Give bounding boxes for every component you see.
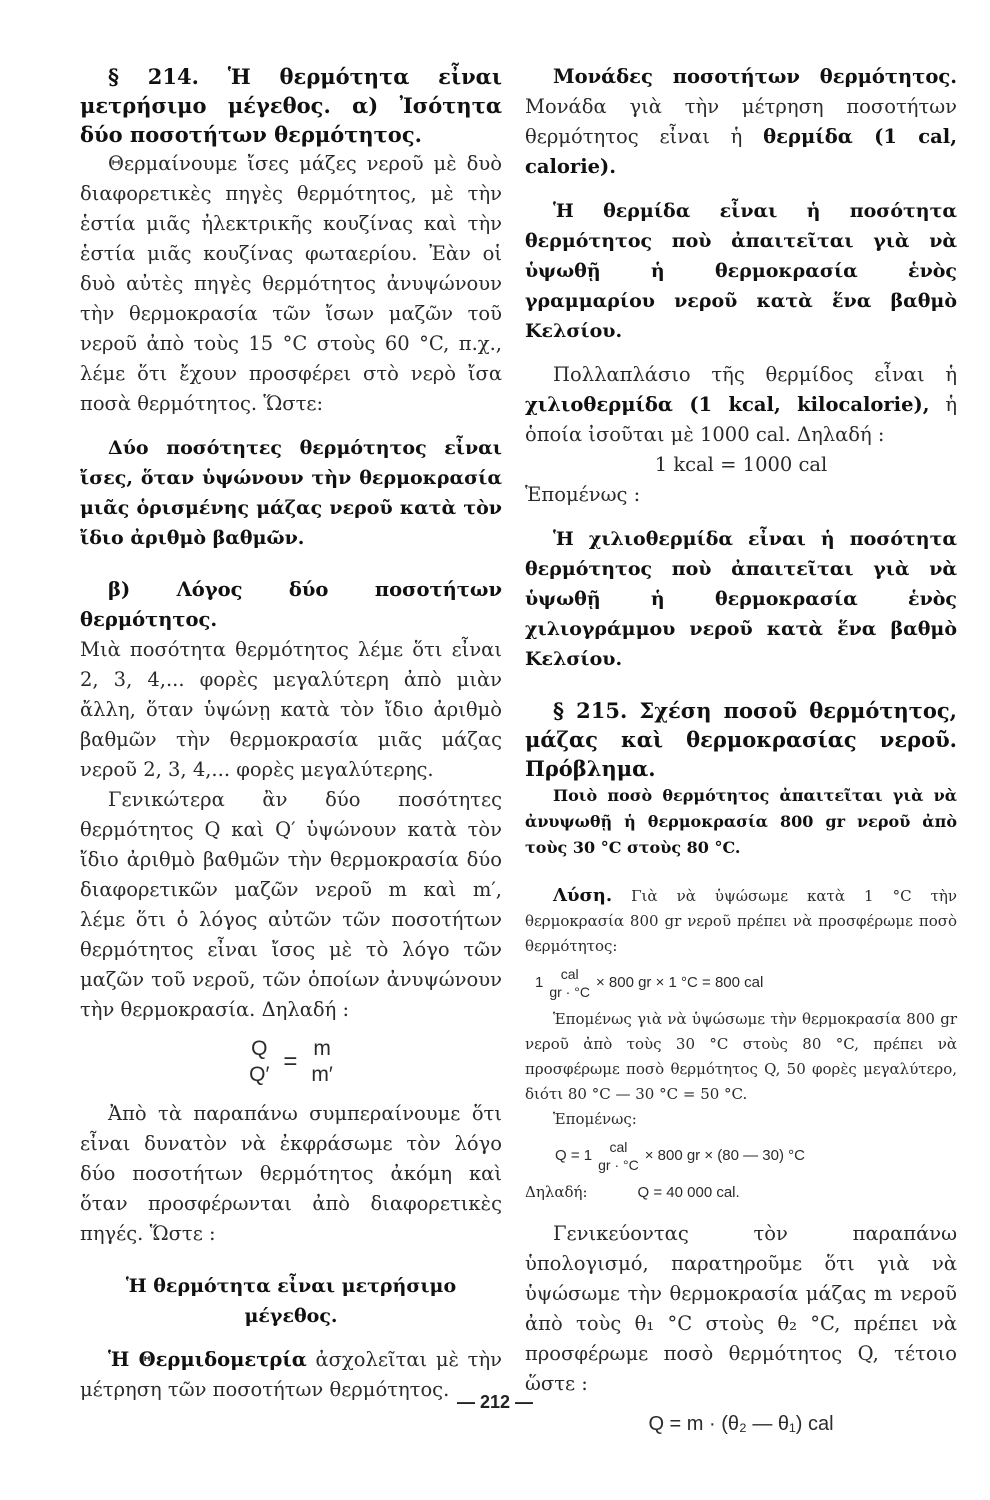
- calculation-1: [525, 959, 957, 1007]
- calc2-fraction: [598, 1138, 639, 1174]
- units-heading: Μονάδες ποσοτήτων θερμότητος.: [553, 65, 957, 88]
- right-column: [525, 62, 957, 1439]
- calorie-definition: Ἡ θερμίδα εἶναι ἡ ποσότητα θερμότητος ποὺ ἀπαιτεῖται γιὰ νὰ ὑψωθῇ ἡ θερμοκρασία ἑνὸς γραμμαρίου νεροῦ κατὰ ἕνα βαθμὸ Κελσίου.: [525, 200, 957, 342]
- page-number: — 212 —: [456, 1392, 534, 1412]
- section-215-problem: Ποιὸ ποσὸ θερμότητος ἀπαιτεῖται γιὰ νὰ ἀνυψωθῇ ἡ θερμοκρασία 800 gr νεροῦ ἀπὸ τοὺς 30 °C στοὺς 80 °C.: [525, 786, 957, 857]
- calc1-fraction: [549, 965, 590, 1001]
- result-line: [525, 1180, 957, 1205]
- calculation-explanation: Ἑπομένως γιὰ νὰ ὑψώσωμε τὴν θερμοκρασία 800 gr νεροῦ ἀπὸ τοὺς 30 °C στοὺς 80 °C, πρέπει νὰ προσφέρωμε ποσὸ θερμότητος Q, 50 φορὲς μεγαλύτερο, διότι 80 °C — 30 °C = 50 °C.: [525, 1010, 957, 1103]
- namely-label: Δηλαδή:: [525, 1183, 588, 1201]
- kcal-equation: 1 kcal = 1000 cal: [654, 453, 828, 476]
- multiple-text-b: ἡ ὁποία ἰσοῦται μὲ 1000 cal. Δηλαδή :: [525, 393, 957, 446]
- therefore-label: Ἑπομένως :: [525, 483, 641, 506]
- definition-equal-heat: Δύο ποσότητες θερμότητος εἶναι ἴσες, ὅταν ὑψώνουν τὴν θερμοκρασία μιᾶς ὁρισμένης μάζας νεροῦ κατὰ τὸν ἴδιο ἀριθμὸ βαθμῶν.: [80, 437, 502, 549]
- calc1-one: 1: [535, 974, 544, 991]
- formula-q-prime: Q′: [249, 1063, 270, 1086]
- therefore2-label: Ἑπομένως:: [553, 1110, 637, 1128]
- conclusion-paragraph: Ἀπὸ τὰ παραπάνω συμπεραίνουμε ὅτι εἶναι δυνατὸν νὰ ἐκφράσωμε τὸν λόγο δύο ποσοτήτων θερμότητος ἀκόμη καὶ ὅταν προσφέρωνται ἀπὸ διαφορετικὲς πηγές. Ὥστε :: [80, 1102, 502, 1245]
- multiple-kcal: χιλιοθερμίδα (1 kcal, kilocalorie),: [525, 393, 930, 416]
- units-calorie: θερμίδα (1 cal, calorie).: [525, 125, 957, 178]
- solution-paragraph: [525, 883, 957, 959]
- section-214-body: Θερμαίνουμε ἴσες μάζες νεροῦ μὲ δυὸ διαφορετικὲς πηγὲς θερμότητος, μὲ τὴν ἑστία μιᾶς ἠλεκτρικῆς κουζίνας καὶ τὴν ἑστία μιᾶς κουζίνας φωταερίου. Ἐὰν οἱ δυὸ αὐτὲς πηγὲς θερμότητος ἀνυψώνουν τὴν θερμοκρασία τῶν ἴσων μαζῶν τοῦ νεροῦ ἀπὸ τοὺς 15 °C στοὺς 60 °C, π.χ., λέμε ὅτι ἔχουν προσφέρει στὸ νερὸ ἴσα ποσὰ θερμότητος. Ὥστε:: [80, 152, 502, 415]
- formula-m-prime: m′: [311, 1063, 333, 1086]
- calc2-lhs: Q = 1: [555, 1147, 593, 1164]
- units-paragraph: [525, 62, 957, 182]
- formula-q: Q: [251, 1037, 268, 1060]
- calc1-rest: × 800 gr × 1 °C = 800 cal: [595, 974, 764, 991]
- result-value: Q = 40 000 cal.: [637, 1184, 740, 1201]
- calorimetry-text: ἀσχολεῖται μὲ τὴν μέτρηση τῶν ποσοτήτων θερμότητος.: [80, 1348, 502, 1401]
- subsection-b-body: Μιὰ ποσότητα θερμότητος λέμε ὅτι εἶναι 2, 3, 4,... φορὲς μεγαλύτερη ἀπὸ μιὰν ἄλλη, ὅταν ὑψώνῃ κατὰ τὸν ἴδιο ἀριθμὸ βαθμῶν τὴν θερμοκρασία μιᾶς μάζας νεροῦ 2, 3, 4,... φορὲς μεγαλύτερης.: [80, 638, 502, 781]
- subsection-b-heading: β) Λόγος δύο ποσοτήτων θερμότητος.: [80, 578, 502, 631]
- section-214-heading: § 214. Ἡ θερμότητα εἶναι μετρήσιμο μέγεθος. α) Ἰσότητα δύο ποσοτήτων θερμότητος.: [80, 64, 502, 147]
- calorimetry-term: Ἡ Θερμιδομετρία: [108, 1348, 307, 1371]
- final-formula: Q = m · (θ₂ — θ₁) cal: [648, 1413, 834, 1435]
- generalize-paragraph: Γενικεύοντας τὸν παραπάνω ὑπολογισμό, παρατηροῦμε ὅτι γιὰ νὰ ὑψώσωμε τὴν θερμοκρασία μάζας m νεροῦ ἀπὸ τοὺς θ₁ °C στοὺς θ₂ °C, πρέπει νὰ προσφέρωμε ποσὸ θερμότητος Q, τέτοιο ὥστε :: [525, 1222, 957, 1395]
- solution-text: Γιὰ νὰ ὑψώσωμε κατὰ 1 °C τὴν θερμοκρασία 800 gr νεροῦ πρέπει νὰ προσφέρωμε ποσὸ θερμότητος:: [525, 887, 957, 955]
- formula-equals: =: [283, 1048, 298, 1075]
- calc2-den: gr · °C: [598, 1157, 639, 1173]
- calc1-num: cal: [560, 966, 579, 982]
- units-body: Μονάδα γιὰ τὴν μέτρηση ποσοτήτων θερμότητος εἶναι ἡ: [525, 95, 957, 148]
- calc1-den: gr · °C: [549, 984, 590, 1000]
- calculation-2: [525, 1132, 957, 1180]
- left-column: [80, 62, 502, 1405]
- ratio-formula: [80, 1025, 502, 1099]
- section-215-heading: § 215. Σχέση ποσοῦ θερμότητος, μάζας καὶ θερμοκρασίας νεροῦ. Πρόβλημα.: [525, 698, 957, 781]
- calc2-num: cal: [609, 1139, 628, 1155]
- definition-measurable: Ἡ θερμότητα εἶναι μετρήσιμο μέγεθος.: [125, 1275, 457, 1327]
- multiple-paragraph: [525, 360, 957, 450]
- formula-m: m: [313, 1037, 331, 1060]
- calc2-rest: × 800 gr × (80 — 30) °C: [644, 1147, 805, 1164]
- general-ratio-paragraph: Γενικώτερα ἂν δύο ποσότητες θερμότητος Q καὶ Q′ ὑψώνουν κατὰ τὸν ἴδιο ἀριθμὸ βαθμῶν τὴν θερμοκρασία δύο διαφορετικῶν μαζῶν νεροῦ m καὶ m′, λέμε ὅτι ὁ λόγος αὐτῶν τῶν ποσοτήτων θερμότητος εἶναι ἴσος μὲ τὸ λόγο τῶν μαζῶν τοῦ νεροῦ, τῶν ὁποίων ἀνυψώνουν τὴν θερμοκρασία. Δηλαδή :: [80, 788, 502, 1021]
- kilocalorie-definition: Ἡ χιλιοθερμίδα εἶναι ἡ ποσότητα θερμότητος ποὺ ἀπαιτεῖται γιὰ νὰ ὑψωθῇ ἡ θερμοκρασία ἑνὸς χιλιογράμμου νεροῦ κατὰ ἕνα βαθμὸ Κελσίου.: [525, 528, 957, 670]
- solution-label: Λύση.: [553, 885, 613, 906]
- multiple-text-a: Πολλαπλάσιο τῆς θερμίδος εἶναι ἡ: [553, 363, 957, 386]
